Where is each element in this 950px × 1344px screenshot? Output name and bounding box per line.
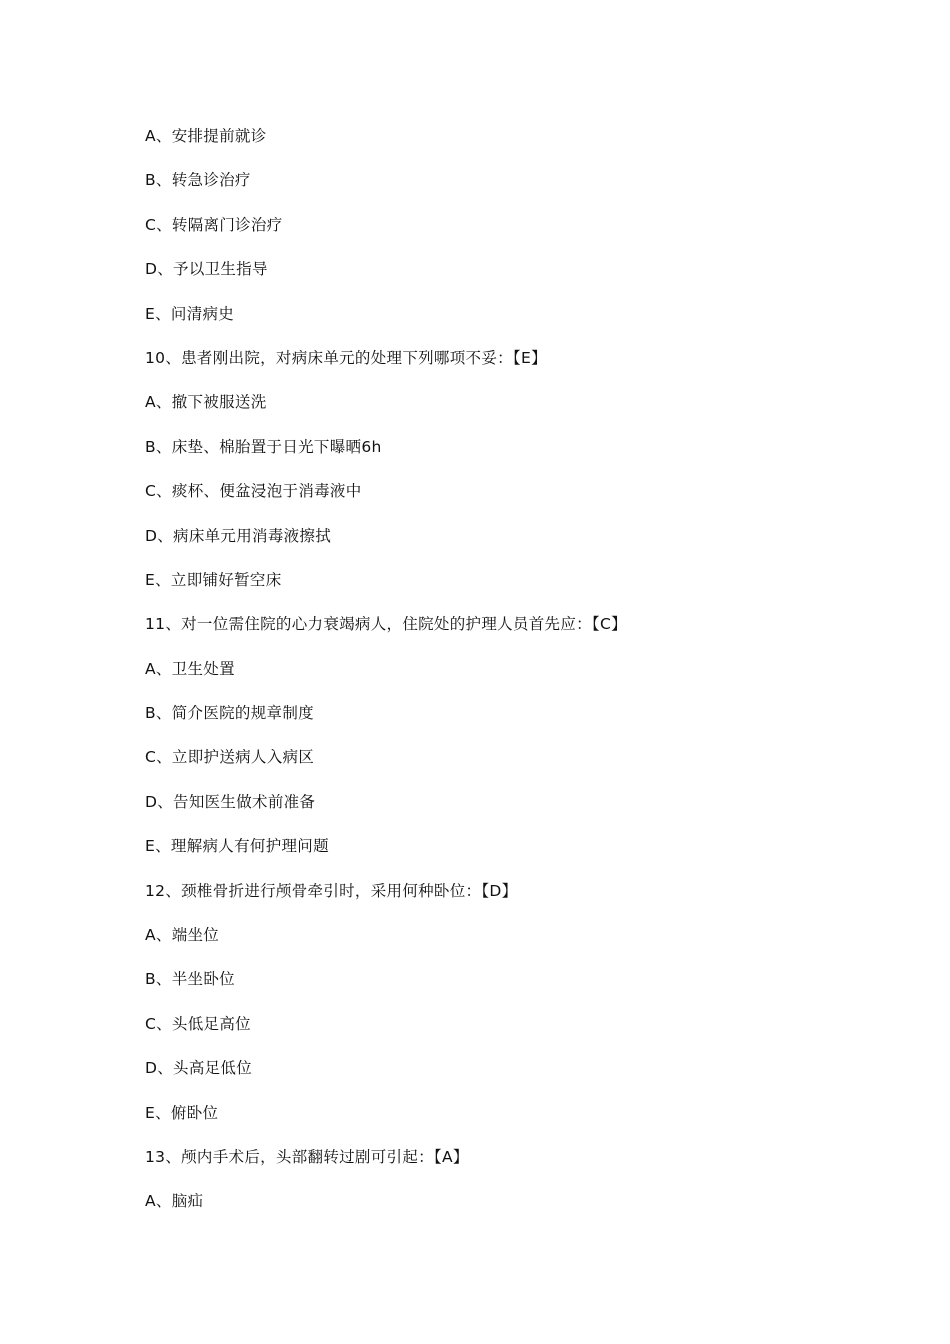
option-line: D、予以卫生指导 (145, 260, 268, 279)
option-line: C、头低足高位 (145, 1014, 251, 1033)
option-line: E、立即铺好暂空床 (145, 570, 282, 589)
option-line: D、头高足低位 (145, 1059, 253, 1078)
question-line: 11、对一位需住院的心力衰竭病人，住院处的护理人员首先应：【C】 (145, 615, 627, 634)
option-line: A、安排提前就诊 (145, 127, 267, 145)
option-line: A、脑疝 (145, 1192, 204, 1211)
option-line: A、卫生处置 (145, 659, 235, 678)
option-line: E、理解病人有何护理问题 (145, 837, 329, 856)
question-line: 10、患者刚出院，对病床单元的处理下列哪项不妥：【E】 (145, 348, 547, 367)
question-line: 13、颅内手术后，头部翻转过剧可引起：【A】 (145, 1147, 469, 1166)
option-line: C、立即护送病人入病区 (145, 748, 315, 767)
option-line: D、告知医生做术前准备 (145, 792, 316, 811)
option-line: A、撤下被服送洗 (145, 393, 267, 412)
option-line: B、转急诊治疗 (145, 171, 251, 190)
option-line: A、端坐位 (145, 926, 220, 945)
option-line: B、床垫、棉胎置于日光下曝晒6h (145, 437, 382, 456)
option-line: E、问清病史 (145, 304, 235, 323)
option-line: B、简介医院的规章制度 (145, 704, 314, 723)
question-line: 12、颈椎骨折进行颅骨牵引时，采用何种卧位：【D】 (145, 881, 518, 900)
document-body (145, 122, 905, 1232)
option-line: C、转隔离门诊治疗 (145, 215, 283, 234)
option-line: E、俯卧位 (145, 1103, 219, 1122)
option-line: D、病床单元用消毒液擦拭 (145, 526, 332, 545)
option-line: B、半坐卧位 (145, 970, 235, 989)
option-line: C、痰杯、便盆浸泡于消毒液中 (145, 482, 362, 501)
